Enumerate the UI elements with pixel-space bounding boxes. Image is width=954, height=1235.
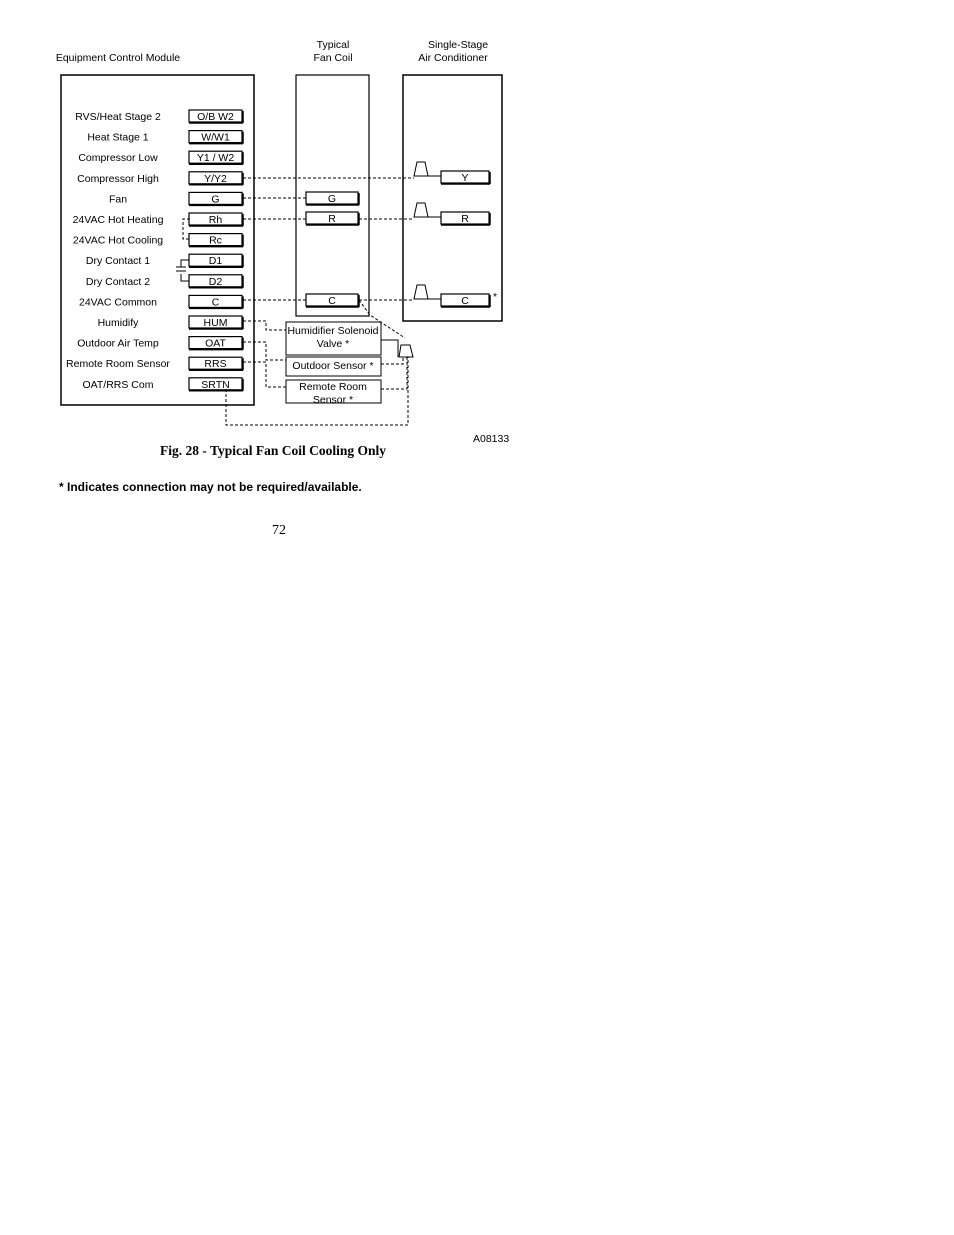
- ac-title-line1: Single-Stage: [427, 39, 489, 51]
- outdoor-sensor-box: [286, 357, 381, 376]
- wiring-diagram: [0, 0, 954, 560]
- ecm-row: [109, 192, 243, 205]
- svg-text:G: G: [327, 193, 337, 205]
- ac-terminal-c: [441, 294, 490, 307]
- ecm-terminal-label: Y1 / W2: [196, 152, 235, 165]
- ecm-terminal-label: O/B W2: [197, 111, 234, 123]
- ecm-row-label: RVS/Heat Stage 2: [75, 111, 161, 123]
- ac-box: [403, 75, 502, 321]
- ecm-terminal-label: Rh: [208, 214, 223, 226]
- fan-coil-terminal-c: [306, 294, 359, 307]
- ecm-row: [83, 378, 243, 391]
- ac-c-note: *: [493, 291, 498, 303]
- ac-title-line2: Air Conditioner: [418, 52, 488, 64]
- ecm-row-label: 24VAC Hot Heating: [72, 214, 164, 226]
- svg-text:Humidifier Solenoid: Humidifier Solenoid: [287, 325, 379, 337]
- ecm-terminal-label: SRTN: [201, 378, 230, 391]
- svg-text:Valve *: Valve *: [316, 338, 350, 350]
- ecm-terminal-label: D1: [208, 255, 223, 268]
- ecm-row-label: Heat Stage 1: [87, 131, 149, 144]
- ecm-terminal-label: D2: [208, 275, 223, 288]
- ecm-row: [87, 131, 243, 144]
- svg-text:Sensor *: Sensor *: [312, 394, 354, 406]
- ecm-jumpers: [176, 219, 190, 281]
- ecm-terminal-label: OAT: [205, 337, 226, 350]
- ecm-row-label: Compressor High: [77, 172, 159, 185]
- svg-text:Remote Room: Remote Room: [299, 381, 367, 393]
- ecm-row: [75, 110, 243, 123]
- humidifier-wires: [381, 340, 413, 357]
- ecm-row: [79, 295, 243, 308]
- fan-coil-terminal-g: [306, 192, 359, 205]
- ecm-terminal-label: HUM: [203, 317, 228, 329]
- fan-coil-title-line2: Fan Coil: [313, 52, 353, 64]
- ecm-row-label: Remote Room Sensor: [66, 358, 170, 371]
- ecm-terminal-label: G: [211, 193, 220, 206]
- footnote: * Indicates connection may not be required/available.: [59, 480, 362, 494]
- ecm-row: [77, 337, 243, 350]
- fan-coil-terminal-r: [306, 212, 359, 225]
- figure-code: A08133: [473, 433, 510, 445]
- figure-caption: Fig. 28 - Typical Fan Coil Cooling Only: [160, 443, 387, 458]
- ecm-row: [86, 254, 243, 267]
- ecm-title: Equipment Control Module: [55, 52, 181, 64]
- svg-text:C: C: [328, 295, 336, 307]
- page-number: 72: [272, 523, 286, 538]
- ac-terminal-y: [441, 171, 490, 184]
- ecm-terminal-label: RRS: [204, 358, 227, 371]
- ecm-row-label: Fan: [108, 193, 128, 206]
- ecm-terminal-label: Y/Y2: [204, 172, 227, 185]
- ecm-row-label: 24VAC Hot Cooling: [72, 234, 164, 247]
- svg-text:Y: Y: [461, 172, 469, 184]
- ecm-row: [86, 275, 243, 288]
- ecm-terminal-label: Rc: [209, 234, 222, 247]
- ecm-terminal-label: W/W1: [201, 131, 230, 144]
- ac-terminal-r: [441, 212, 490, 225]
- humidifier-solenoid-box: [286, 322, 381, 355]
- contactor-symbols: [414, 162, 441, 299]
- ecm-row-label: Outdoor Air Temp: [77, 337, 159, 350]
- ecm-row: [77, 172, 243, 185]
- ecm-row: [78, 151, 243, 164]
- ecm-row-label: Humidify: [97, 317, 139, 329]
- ecm-row: [73, 234, 243, 247]
- ecm-terminal-label: C: [211, 296, 220, 309]
- svg-text:C: C: [461, 295, 469, 307]
- ecm-row-label: Compressor Low: [78, 152, 158, 165]
- ecm-row-label: OAT/RRS Com: [82, 378, 154, 391]
- ecm-row-label: Dry Contact 1: [85, 255, 151, 268]
- ecm-rows: [66, 110, 243, 391]
- ecm-row: [73, 213, 243, 226]
- ecm-row: [66, 357, 243, 370]
- ecm-row-label: 24VAC Common: [78, 296, 158, 309]
- ecm-row: [98, 316, 243, 329]
- fan-coil-title-line1: Typical: [316, 39, 350, 51]
- remote-room-sensor-box: [286, 380, 381, 406]
- svg-text:Outdoor Sensor *: Outdoor Sensor *: [292, 360, 374, 372]
- ecm-row-label: Dry Contact 2: [85, 275, 151, 288]
- svg-text:R: R: [328, 213, 336, 225]
- svg-text:R: R: [461, 213, 469, 225]
